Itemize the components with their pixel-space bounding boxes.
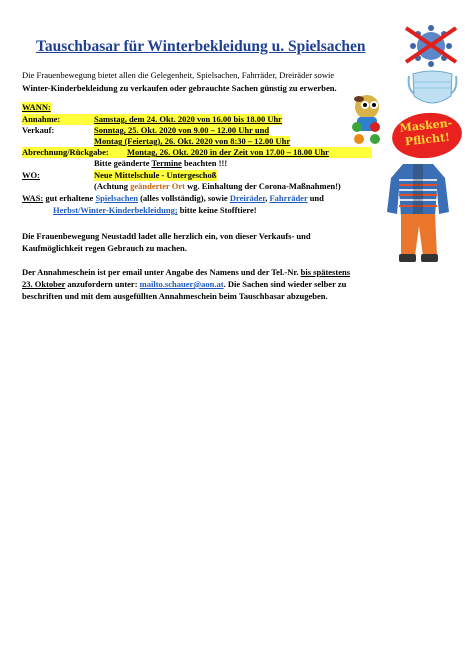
termine-note xyxy=(94,158,227,169)
ort-post: wg. Einhaltung der Corona-Maßnahmen!) xyxy=(184,181,341,191)
intro-line-1: Die Frauenbewegung bietet allen die Gelegenheit, Spielsachen, Fahrräder, Dreiräder sowie xyxy=(22,70,335,80)
termine-word: Termine xyxy=(151,158,182,168)
annahmeschein-line-3: beschriften und mit dem ausgefüllten Annahmeschein beim Tauschbasar abzugeben. xyxy=(22,291,328,301)
verkauf-value-2: Montag (Feiertag), 26. Okt. 2020 von 8:30 – 12.00 Uhr xyxy=(94,136,291,146)
wann-label: WANN: xyxy=(22,102,51,112)
toy-figure-icon xyxy=(345,93,385,145)
was-text xyxy=(22,193,324,203)
ort-note xyxy=(94,181,341,192)
annahmeschein-line-1 xyxy=(22,266,433,278)
annahmeschein-p1: Der Annahmeschein ist per email unter Angabe des Namens und der Tel.-Nr. xyxy=(22,267,301,277)
abrechnung-label: Abrechnung/Rückgabe: xyxy=(22,147,109,157)
corona-virus-crossed-icon xyxy=(400,22,462,68)
invite-line-2: Kaufmöglichkeit regen Gebrauch zu machen. xyxy=(22,243,187,253)
badge-line-1: Masken- xyxy=(399,116,453,135)
deadline-part-1: bis spätestens xyxy=(300,267,350,277)
invite-line-1: Die Frauenbewegung Neustadtl ladet alle herzlich ein, von dieser Verkaufs- und xyxy=(22,231,311,241)
intro-text xyxy=(22,69,402,95)
abrechnung-value: Montag, 26. Okt. 2020 in der Zeit von 17.00 – 18.00 Uhr xyxy=(127,147,329,157)
annahmeschein-paragraph xyxy=(22,266,433,302)
annahme-value: Samstag, dem 24. Okt. 2020 von 16.00 bis 18.00 Uhr xyxy=(94,114,282,124)
wo-label: WO: xyxy=(22,170,40,180)
was-pre: gut erhaltene xyxy=(43,193,96,203)
was-fahrraeder-link[interactable]: Fahrräder xyxy=(269,193,308,203)
annahme-label: Annahme: xyxy=(22,114,94,125)
badge-line-2: Pflicht! xyxy=(404,130,451,149)
was-mid: (alles vollständig), sowie xyxy=(137,193,230,203)
annahmeschein-p2: anzufordern unter: xyxy=(65,279,140,289)
annahmeschein-line-2 xyxy=(22,278,433,290)
was-herbst-link[interactable]: Herbst/Winter-Kinderbekleidung; xyxy=(53,205,178,215)
was-comma: , xyxy=(265,193,270,203)
verkauf-label: Verkauf: xyxy=(22,125,55,135)
was-end: bitte keine Stofftiere! xyxy=(177,205,257,215)
mask-required-badge xyxy=(390,109,464,161)
termine-pre: Bitte geänderte xyxy=(94,158,152,168)
page-title: Tauschbasar für Winterbekleidung u. Spielsachen xyxy=(36,38,366,55)
email-link[interactable]: mailto.schauer@aon.at xyxy=(139,279,224,289)
annahmeschein-p2-end: . Die Sachen sind wieder selber zu xyxy=(223,279,347,289)
was-label: WAS: xyxy=(22,193,44,203)
ort-pre: (Achtung xyxy=(94,181,131,191)
was-text-2 xyxy=(53,205,257,216)
termine-post: beachten !!! xyxy=(181,158,228,168)
was-und: und xyxy=(307,193,324,203)
was-spielsachen-link[interactable]: Spielsachen xyxy=(95,193,138,203)
verkauf-value-1: Sonntag, 25. Okt. 2020 von 9.00 – 12.00 Uhr und xyxy=(94,125,270,135)
intro-line-2: Winter-Kinderbekleidung zu verkaufen oder gebrauchte Sachen günstig zu erwerben. xyxy=(22,83,337,93)
was-dreiraeder-link[interactable]: Dreiräder xyxy=(229,193,266,203)
invite-paragraph xyxy=(22,230,433,254)
wo-value: Neue Mittelschule - Untergeschoß xyxy=(94,170,217,180)
abrechnung-row xyxy=(22,147,372,158)
deadline-part-2: 23. Oktober xyxy=(22,279,66,289)
face-mask-icon xyxy=(405,70,460,108)
was-row xyxy=(22,193,324,204)
ort-word: geänderter Ort xyxy=(130,181,185,191)
